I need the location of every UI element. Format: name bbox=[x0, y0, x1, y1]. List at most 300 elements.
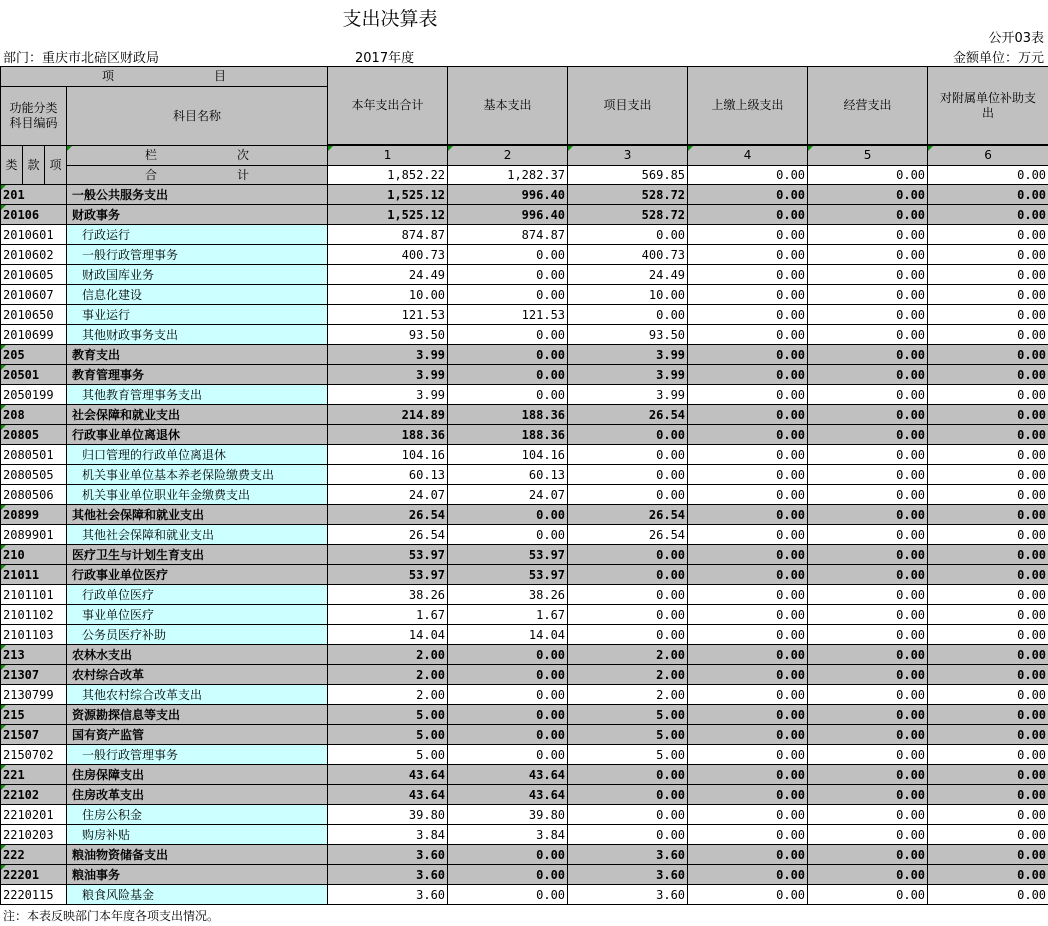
row-value-3: 0.00 bbox=[568, 765, 688, 785]
row-value-2: 0.00 bbox=[448, 345, 568, 365]
row-value-1: 10.00 bbox=[328, 285, 448, 305]
row-value-2: 0.00 bbox=[448, 365, 568, 385]
row-value-3: 0.00 bbox=[568, 305, 688, 325]
table-row bbox=[1, 465, 1048, 485]
row-value-6: 0.00 bbox=[928, 345, 1048, 365]
row-value-5: 0.00 bbox=[808, 885, 928, 905]
row-value-5: 0.00 bbox=[808, 545, 928, 565]
row-value-2: 43.64 bbox=[448, 785, 568, 805]
row-value-3: 3.99 bbox=[568, 365, 688, 385]
row-value-6: 0.00 bbox=[928, 585, 1048, 605]
row-value-3: 0.00 bbox=[568, 465, 688, 485]
row-value-1: 53.97 bbox=[328, 565, 448, 585]
row-code: 20805 bbox=[1, 425, 67, 445]
row-subject-name: 财政国库业务 bbox=[67, 265, 328, 285]
row-subject-name: 住房改革支出 bbox=[67, 785, 328, 805]
row-value-4: 0.00 bbox=[688, 245, 808, 265]
row-value-2: 996.40 bbox=[448, 205, 568, 225]
table-row bbox=[1, 645, 1048, 665]
row-value-6: 0.00 bbox=[928, 325, 1048, 345]
row-value-5: 0.00 bbox=[808, 565, 928, 585]
table-row bbox=[1, 705, 1048, 725]
row-subject-name: 一般公共服务支出 bbox=[67, 185, 328, 205]
row-value-4: 0.00 bbox=[688, 685, 808, 705]
row-value-6: 0.00 bbox=[928, 525, 1048, 545]
row-code: 2010650 bbox=[1, 305, 67, 325]
row-value-5: 0.00 bbox=[808, 485, 928, 505]
row-value-4: 0.00 bbox=[688, 665, 808, 685]
row-value-6: 0.00 bbox=[928, 845, 1048, 865]
row-value-2: 188.36 bbox=[448, 405, 568, 425]
row-value-1: 3.99 bbox=[328, 345, 448, 365]
row-value-1: 60.13 bbox=[328, 465, 448, 485]
table-row bbox=[1, 245, 1048, 265]
row-value-6: 0.00 bbox=[928, 445, 1048, 465]
row-value-1: 3.60 bbox=[328, 865, 448, 885]
total-label: 合 计 bbox=[67, 166, 328, 185]
row-subject-name: 其他社会保障和就业支出 bbox=[67, 505, 328, 525]
row-subject-name: 公务员医疗补助 bbox=[67, 625, 328, 645]
row-subject-name: 粮油事务 bbox=[67, 865, 328, 885]
table-row bbox=[1, 425, 1048, 445]
expenditure-table bbox=[0, 66, 1048, 905]
row-value-6: 0.00 bbox=[928, 285, 1048, 305]
row-value-4: 0.00 bbox=[688, 405, 808, 425]
row-value-5: 0.00 bbox=[808, 725, 928, 745]
row-code: 21507 bbox=[1, 725, 67, 745]
row-value-5: 0.00 bbox=[808, 665, 928, 685]
row-value-6: 0.00 bbox=[928, 745, 1048, 765]
row-code: 2010602 bbox=[1, 245, 67, 265]
row-subject-name: 其他农村综合改革支出 bbox=[67, 685, 328, 705]
row-value-2: 0.00 bbox=[448, 385, 568, 405]
row-subject-name: 其他社会保障和就业支出 bbox=[67, 525, 328, 545]
row-value-5: 0.00 bbox=[808, 265, 928, 285]
table-row bbox=[1, 785, 1048, 805]
row-value-1: 14.04 bbox=[328, 625, 448, 645]
row-value-4: 0.00 bbox=[688, 265, 808, 285]
row-value-3: 528.72 bbox=[568, 185, 688, 205]
row-subject-name: 国有资产监管 bbox=[67, 725, 328, 745]
row-value-1: 400.73 bbox=[328, 245, 448, 265]
row-value-4: 0.00 bbox=[688, 485, 808, 505]
total-value-6: 0.00 bbox=[928, 166, 1048, 185]
row-code: 2210203 bbox=[1, 825, 67, 845]
row-subject-name: 事业运行 bbox=[67, 305, 328, 325]
row-value-3: 5.00 bbox=[568, 745, 688, 765]
row-value-1: 121.53 bbox=[328, 305, 448, 325]
row-value-2: 0.00 bbox=[448, 865, 568, 885]
header-kuan: 款 bbox=[23, 146, 45, 185]
row-code: 213 bbox=[1, 645, 67, 665]
row-value-3: 400.73 bbox=[568, 245, 688, 265]
table-row bbox=[1, 205, 1048, 225]
row-value-1: 38.26 bbox=[328, 585, 448, 605]
row-value-2: 53.97 bbox=[448, 545, 568, 565]
row-value-1: 5.00 bbox=[328, 725, 448, 745]
row-value-4: 0.00 bbox=[688, 885, 808, 905]
total-value-2: 1,282.37 bbox=[448, 166, 568, 185]
row-code: 205 bbox=[1, 345, 67, 365]
row-code: 201 bbox=[1, 185, 67, 205]
row-value-3: 3.60 bbox=[568, 885, 688, 905]
row-value-4: 0.00 bbox=[688, 825, 808, 845]
row-value-4: 0.00 bbox=[688, 465, 808, 485]
column-number-3: 3 bbox=[568, 146, 688, 166]
row-value-2: 53.97 bbox=[448, 565, 568, 585]
row-value-1: 1,525.12 bbox=[328, 205, 448, 225]
row-value-6: 0.00 bbox=[928, 665, 1048, 685]
row-subject-name: 农林水支出 bbox=[67, 645, 328, 665]
row-value-2: 0.00 bbox=[448, 285, 568, 305]
row-value-3: 0.00 bbox=[568, 825, 688, 845]
row-value-6: 0.00 bbox=[928, 625, 1048, 645]
row-value-5: 0.00 bbox=[808, 385, 928, 405]
row-value-4: 0.00 bbox=[688, 225, 808, 245]
row-value-3: 93.50 bbox=[568, 325, 688, 345]
row-value-2: 188.36 bbox=[448, 425, 568, 445]
row-code: 20501 bbox=[1, 365, 67, 385]
row-value-5: 0.00 bbox=[808, 805, 928, 825]
row-code: 2010601 bbox=[1, 225, 67, 245]
table-row bbox=[1, 385, 1048, 405]
row-subject-name: 归口管理的行政单位离退休 bbox=[67, 445, 328, 465]
row-code: 215 bbox=[1, 705, 67, 725]
header-col-project: 项目支出 bbox=[568, 67, 688, 145]
row-value-5: 0.00 bbox=[808, 405, 928, 425]
row-value-1: 26.54 bbox=[328, 505, 448, 525]
row-value-6: 0.00 bbox=[928, 885, 1048, 905]
row-value-1: 3.99 bbox=[328, 365, 448, 385]
header-col-total: 本年支出合计 bbox=[328, 67, 448, 145]
table-row bbox=[1, 885, 1048, 905]
row-value-6: 0.00 bbox=[928, 305, 1048, 325]
row-value-2: 0.00 bbox=[448, 845, 568, 865]
row-subject-name: 一般行政管理事务 bbox=[67, 245, 328, 265]
row-value-6: 0.00 bbox=[928, 365, 1048, 385]
row-code: 2010607 bbox=[1, 285, 67, 305]
row-value-2: 38.26 bbox=[448, 585, 568, 605]
row-subject-name: 教育管理事务 bbox=[67, 365, 328, 385]
row-subject-name: 教育支出 bbox=[67, 345, 328, 365]
row-value-1: 43.64 bbox=[328, 765, 448, 785]
row-subject-name: 购房补贴 bbox=[67, 825, 328, 845]
row-value-4: 0.00 bbox=[688, 365, 808, 385]
row-value-3: 0.00 bbox=[568, 225, 688, 245]
row-value-3: 2.00 bbox=[568, 645, 688, 665]
row-value-5: 0.00 bbox=[808, 525, 928, 545]
table-row bbox=[1, 605, 1048, 625]
table-row bbox=[1, 485, 1048, 505]
row-value-3: 24.49 bbox=[568, 265, 688, 285]
table-row bbox=[1, 185, 1048, 205]
row-value-3: 3.99 bbox=[568, 345, 688, 365]
row-value-6: 0.00 bbox=[928, 265, 1048, 285]
row-subject-name: 农村综合改革 bbox=[67, 665, 328, 685]
row-code: 221 bbox=[1, 765, 67, 785]
row-value-2: 0.00 bbox=[448, 685, 568, 705]
row-value-6: 0.00 bbox=[928, 505, 1048, 525]
row-value-6: 0.00 bbox=[928, 565, 1048, 585]
row-value-5: 0.00 bbox=[808, 325, 928, 345]
row-value-6: 0.00 bbox=[928, 185, 1048, 205]
row-value-4: 0.00 bbox=[688, 185, 808, 205]
row-subject-name: 社会保障和就业支出 bbox=[67, 405, 328, 425]
row-value-4: 0.00 bbox=[688, 645, 808, 665]
row-value-5: 0.00 bbox=[808, 425, 928, 445]
row-value-3: 5.00 bbox=[568, 705, 688, 725]
table-row bbox=[1, 445, 1048, 465]
row-code: 20899 bbox=[1, 505, 67, 525]
table-row bbox=[1, 765, 1048, 785]
row-value-1: 3.60 bbox=[328, 845, 448, 865]
table-row bbox=[1, 405, 1048, 425]
table-row bbox=[1, 745, 1048, 765]
row-value-6: 0.00 bbox=[928, 805, 1048, 825]
row-value-5: 0.00 bbox=[808, 645, 928, 665]
row-value-2: 121.53 bbox=[448, 305, 568, 325]
row-value-4: 0.00 bbox=[688, 525, 808, 545]
row-value-1: 26.54 bbox=[328, 525, 448, 545]
row-value-5: 0.00 bbox=[808, 845, 928, 865]
row-value-1: 874.87 bbox=[328, 225, 448, 245]
row-subject-name: 信息化建设 bbox=[67, 285, 328, 305]
row-value-6: 0.00 bbox=[928, 425, 1048, 445]
row-value-2: 3.84 bbox=[448, 825, 568, 845]
row-value-3: 528.72 bbox=[568, 205, 688, 225]
row-value-5: 0.00 bbox=[808, 205, 928, 225]
header-col-basic: 基本支出 bbox=[448, 67, 568, 145]
header-subject-name: 科目名称 bbox=[67, 87, 328, 146]
table-row bbox=[1, 625, 1048, 645]
row-value-4: 0.00 bbox=[688, 285, 808, 305]
row-value-3: 0.00 bbox=[568, 805, 688, 825]
row-value-1: 1,525.12 bbox=[328, 185, 448, 205]
row-value-5: 0.00 bbox=[808, 465, 928, 485]
row-code: 2010605 bbox=[1, 265, 67, 285]
header-item: 项 目 bbox=[1, 67, 328, 87]
total-value-1: 1,852.22 bbox=[328, 166, 448, 185]
row-value-2: 0.00 bbox=[448, 325, 568, 345]
row-value-3: 3.60 bbox=[568, 865, 688, 885]
row-value-3: 26.54 bbox=[568, 525, 688, 545]
table-row bbox=[1, 365, 1048, 385]
table-row bbox=[1, 265, 1048, 285]
table-row bbox=[1, 545, 1048, 565]
header-col-upper: 上缴上级支出 bbox=[688, 67, 808, 145]
unit-label: 金额单位：万元 bbox=[952, 51, 1044, 66]
row-code: 21011 bbox=[1, 565, 67, 585]
row-value-3: 5.00 bbox=[568, 725, 688, 745]
row-value-1: 24.49 bbox=[328, 265, 448, 285]
row-subject-name: 住房保障支出 bbox=[67, 765, 328, 785]
row-value-2: 0.00 bbox=[448, 525, 568, 545]
row-value-5: 0.00 bbox=[808, 765, 928, 785]
row-value-5: 0.00 bbox=[808, 365, 928, 385]
row-value-6: 0.00 bbox=[928, 245, 1048, 265]
column-number-2: 2 bbox=[448, 146, 568, 166]
table-row bbox=[1, 865, 1048, 885]
row-subject-name: 行政运行 bbox=[67, 225, 328, 245]
row-code: 2101101 bbox=[1, 585, 67, 605]
row-value-3: 0.00 bbox=[568, 425, 688, 445]
table-row bbox=[1, 505, 1048, 525]
row-value-2: 14.04 bbox=[448, 625, 568, 645]
row-code: 2080506 bbox=[1, 485, 67, 505]
row-subject-name: 机关事业单位基本养老保险缴费支出 bbox=[67, 465, 328, 485]
row-value-3: 0.00 bbox=[568, 445, 688, 465]
table-row bbox=[1, 525, 1048, 545]
row-value-2: 0.00 bbox=[448, 265, 568, 285]
header-xiang: 项 bbox=[45, 146, 67, 185]
row-subject-name: 财政事务 bbox=[67, 205, 328, 225]
row-subject-name: 事业单位医疗 bbox=[67, 605, 328, 625]
row-value-5: 0.00 bbox=[808, 745, 928, 765]
row-value-4: 0.00 bbox=[688, 385, 808, 405]
row-value-1: 24.07 bbox=[328, 485, 448, 505]
row-value-1: 188.36 bbox=[328, 425, 448, 445]
row-value-6: 0.00 bbox=[928, 645, 1048, 665]
row-value-5: 0.00 bbox=[808, 785, 928, 805]
row-value-2: 874.87 bbox=[448, 225, 568, 245]
row-value-6: 0.00 bbox=[928, 765, 1048, 785]
row-value-5: 0.00 bbox=[808, 345, 928, 365]
row-subject-name: 资源勘探信息等支出 bbox=[67, 705, 328, 725]
row-value-5: 0.00 bbox=[808, 865, 928, 885]
row-value-5: 0.00 bbox=[808, 225, 928, 245]
row-code: 2080501 bbox=[1, 445, 67, 465]
row-value-1: 3.84 bbox=[328, 825, 448, 845]
row-code: 208 bbox=[1, 405, 67, 425]
row-value-6: 0.00 bbox=[928, 605, 1048, 625]
row-value-6: 0.00 bbox=[928, 825, 1048, 845]
row-value-6: 0.00 bbox=[928, 725, 1048, 745]
row-subject-name: 行政事业单位医疗 bbox=[67, 565, 328, 585]
row-value-4: 0.00 bbox=[688, 805, 808, 825]
row-value-3: 26.54 bbox=[568, 505, 688, 525]
row-value-3: 2.00 bbox=[568, 665, 688, 685]
footnote: 注：本表反映部门本年度各项支出情况。 bbox=[3, 909, 220, 923]
row-value-2: 0.00 bbox=[448, 885, 568, 905]
row-value-3: 3.99 bbox=[568, 385, 688, 405]
row-code: 2080505 bbox=[1, 465, 67, 485]
year-label: 2017年度 bbox=[355, 51, 415, 66]
row-value-6: 0.00 bbox=[928, 865, 1048, 885]
row-value-4: 0.00 bbox=[688, 205, 808, 225]
row-value-5: 0.00 bbox=[808, 685, 928, 705]
row-value-6: 0.00 bbox=[928, 465, 1048, 485]
table-number: 公开03表 bbox=[988, 31, 1044, 46]
table-row bbox=[1, 825, 1048, 845]
row-value-5: 0.00 bbox=[808, 185, 928, 205]
row-code: 2010699 bbox=[1, 325, 67, 345]
row-code: 2130799 bbox=[1, 685, 67, 705]
row-subject-name: 粮食风险基金 bbox=[67, 885, 328, 905]
row-value-4: 0.00 bbox=[688, 425, 808, 445]
row-value-1: 3.60 bbox=[328, 885, 448, 905]
row-value-3: 0.00 bbox=[568, 585, 688, 605]
row-value-5: 0.00 bbox=[808, 445, 928, 465]
table-row bbox=[1, 565, 1048, 585]
row-subject-name: 行政事业单位离退休 bbox=[67, 425, 328, 445]
row-subject-name: 一般行政管理事务 bbox=[67, 745, 328, 765]
row-value-3: 0.00 bbox=[568, 605, 688, 625]
row-code: 2101103 bbox=[1, 625, 67, 645]
row-value-4: 0.00 bbox=[688, 745, 808, 765]
table-row bbox=[1, 225, 1048, 245]
table-row bbox=[1, 345, 1048, 365]
row-subject-name: 行政单位医疗 bbox=[67, 585, 328, 605]
row-value-2: 60.13 bbox=[448, 465, 568, 485]
row-value-4: 0.00 bbox=[688, 345, 808, 365]
table-row bbox=[1, 725, 1048, 745]
row-value-2: 996.40 bbox=[448, 185, 568, 205]
row-value-4: 0.00 bbox=[688, 305, 808, 325]
row-value-1: 43.64 bbox=[328, 785, 448, 805]
row-code: 2050199 bbox=[1, 385, 67, 405]
row-value-4: 0.00 bbox=[688, 445, 808, 465]
row-value-6: 0.00 bbox=[928, 225, 1048, 245]
column-number-4: 4 bbox=[688, 146, 808, 166]
row-value-6: 0.00 bbox=[928, 545, 1048, 565]
table-row bbox=[1, 665, 1048, 685]
row-value-6: 0.00 bbox=[928, 705, 1048, 725]
row-value-5: 0.00 bbox=[808, 705, 928, 725]
row-value-2: 0.00 bbox=[448, 725, 568, 745]
row-value-5: 0.00 bbox=[808, 585, 928, 605]
row-subject-name: 住房公积金 bbox=[67, 805, 328, 825]
row-value-6: 0.00 bbox=[928, 385, 1048, 405]
row-value-4: 0.00 bbox=[688, 585, 808, 605]
row-value-2: 104.16 bbox=[448, 445, 568, 465]
row-value-3: 0.00 bbox=[568, 545, 688, 565]
row-code: 2220115 bbox=[1, 885, 67, 905]
total-value-4: 0.00 bbox=[688, 166, 808, 185]
row-code: 22102 bbox=[1, 785, 67, 805]
row-value-2: 24.07 bbox=[448, 485, 568, 505]
row-value-1: 5.00 bbox=[328, 745, 448, 765]
row-value-2: 0.00 bbox=[448, 245, 568, 265]
row-value-1: 39.80 bbox=[328, 805, 448, 825]
table-row bbox=[1, 685, 1048, 705]
row-subject-name: 其他教育管理事务支出 bbox=[67, 385, 328, 405]
row-value-5: 0.00 bbox=[808, 625, 928, 645]
report-title: 支出决算表 bbox=[342, 8, 438, 30]
row-value-1: 3.99 bbox=[328, 385, 448, 405]
header-col-subsidy: 对附属单位补助支出 bbox=[928, 67, 1048, 145]
table-row bbox=[1, 285, 1048, 305]
row-value-3: 0.00 bbox=[568, 625, 688, 645]
row-subject-name: 其他财政事务支出 bbox=[67, 325, 328, 345]
column-number-5: 5 bbox=[808, 146, 928, 166]
row-value-4: 0.00 bbox=[688, 505, 808, 525]
row-value-1: 93.50 bbox=[328, 325, 448, 345]
row-value-4: 0.00 bbox=[688, 605, 808, 625]
row-value-4: 0.00 bbox=[688, 545, 808, 565]
row-code: 20106 bbox=[1, 205, 67, 225]
row-value-5: 0.00 bbox=[808, 505, 928, 525]
row-code: 222 bbox=[1, 845, 67, 865]
row-value-1: 2.00 bbox=[328, 665, 448, 685]
row-value-4: 0.00 bbox=[688, 325, 808, 345]
table-row bbox=[1, 805, 1048, 825]
row-value-1: 5.00 bbox=[328, 705, 448, 725]
row-value-2: 0.00 bbox=[448, 705, 568, 725]
column-number-1: 1 bbox=[328, 146, 448, 166]
row-code: 22201 bbox=[1, 865, 67, 885]
row-code: 21307 bbox=[1, 665, 67, 685]
column-number-6: 6 bbox=[928, 146, 1048, 166]
